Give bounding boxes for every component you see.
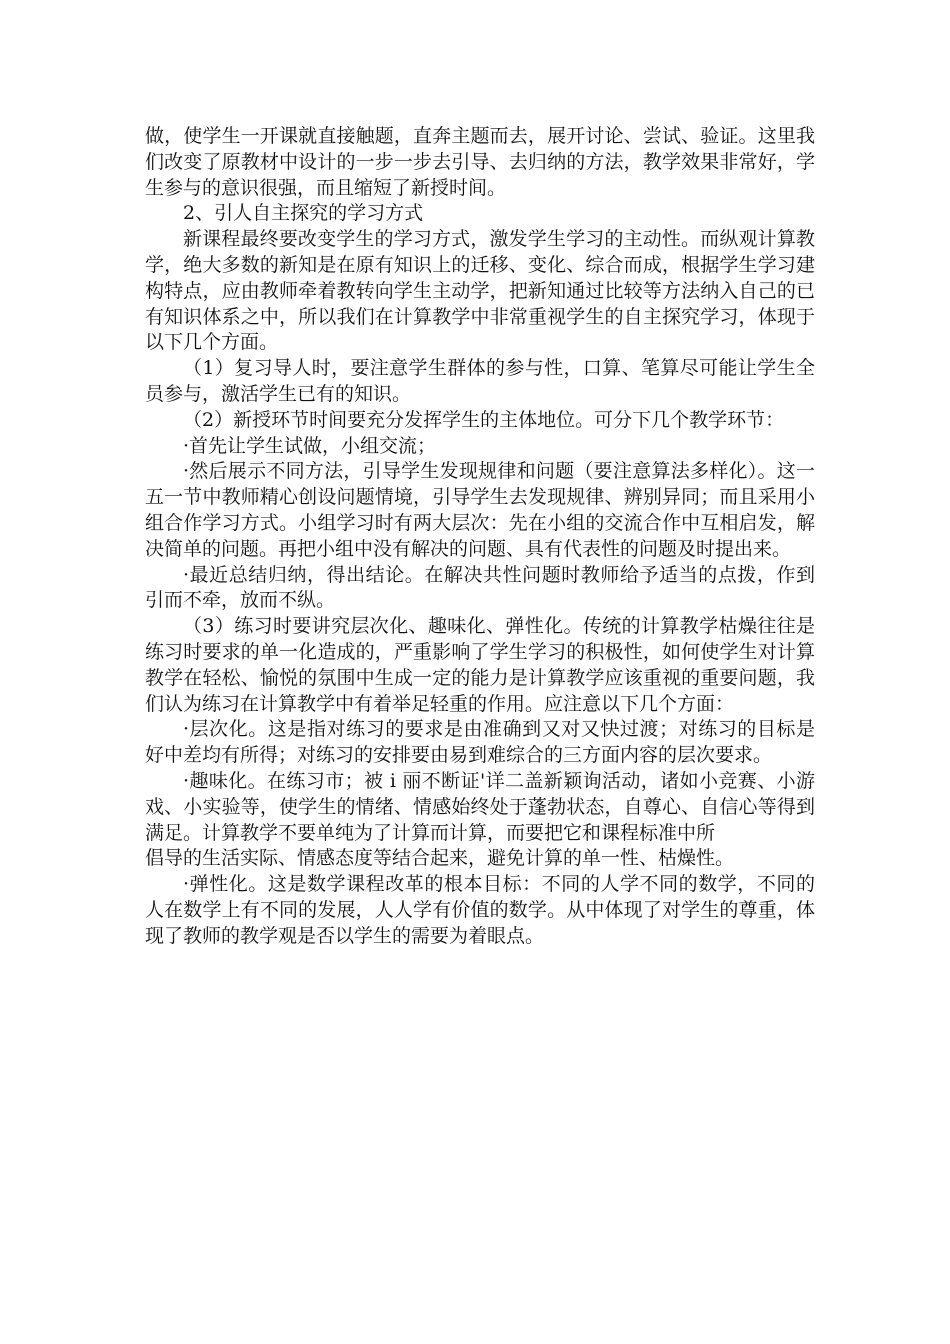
- paragraph-review-intro: （1）复习导人时，要注意学生群体的参与性，口算、笔算尽可能让学生全员参与，激活学生已有的知识。: [145, 357, 815, 405]
- bullet-layered: ·层次化。这是指对练习的要求是由准确到又对又快过渡；对练习的目标是好中差均有所得；对练习的安排要由易到难综合的三方面内容的层次要求。: [145, 718, 815, 767]
- paragraph-practice: （3）练习时要讲究层次化、趣味化、弹性化。传统的计算教学枯燥往往是练习时要求的单一化造成的，严重影响了学生学习的积极性，如何使学生对计算教学在轻松、愉悦的氛围中生成一定的能力是计算教学应该重视的重要问题，我们认为练习在计算教学中有着举足轻重的作用。应注意以下几个方面：: [145, 615, 815, 715]
- paragraph-new-curriculum: 新课程最终要改变学生的学习方式，激发学生学习的主动性。而纵观计算教学，绝大多数的新知是在原有知识上的迁移、变化、综合而成，根据学生学习建构特点，应由教师牵着教转向学生主动学，把新知通过比较等方法纳入自己的已有知识体系之中，所以我们在计算教学中非常重视学生的自主探究学习，体现于以下几个方面。: [145, 228, 815, 354]
- bullet-summarize: ·最近总结归纳，得出结论。在解决共性问题时教师给予适当的点拨，作到引而不牵，放而不纵。: [145, 563, 815, 612]
- paragraph-new-teaching: （2）新授环节时间要充分发挥学生的主体地位。可分下几个教学环节：: [183, 408, 785, 431]
- bullet-interesting: ·趣味化。在练习市；被 i 丽不断证'详二盖新颖询活动，诸如小竞赛、小游戏、小实验等，使学生的情绪、情感始终处于蓬勃状态，自尊心、自信心等得到满足。计算教学不要单纯为了计算而计算，而要把它和课程标准中所: [145, 769, 815, 844]
- paragraph-intro-continuation: 做，使学生一开课就直接触题，直奔主题而去，展开讨论、尝试、验证。这里我们改变了原教材中设计的一步一步去引导、去归纳的方法，教学效果非常好，学生参与的意识很强，而且缩短了新授时间。: [145, 125, 815, 199]
- bullet-flexible: ·弹性化。这是数学课程改革的根本目标：不同的人学不同的数学，不同的人在数学上有不同的发展，人人学有价值的数学。从中体现了对学生的尊重，体现了教师的教学观是否以学生的需要为着眼点。: [145, 873, 815, 947]
- section-heading-self-inquiry: 2、引人自主探究的学习方式: [183, 202, 424, 225]
- bullet-try-first: ·首先让学生试做，小组交流；: [183, 434, 437, 457]
- document-body: [145, 124, 815, 950]
- bullet-show-methods: ·然后展示不同方法，引导学生发现规律和问题（要注意算法多样化）。这一五一节中教师精心创设问题情境，引导学生去发现规律、辨别异同；而且采用小组合作学习方式。小组学习时有两大层次：先在小组的交流合作中互相启发，解决简单的问题。再把小组中没有解决的问题、具有代表性的问题及时提出来。: [145, 460, 815, 560]
- paragraph-interesting-continuation: 倡导的生活实际、情感态度等结合起来，避免计算的单一性、枯燥性。: [145, 847, 735, 870]
